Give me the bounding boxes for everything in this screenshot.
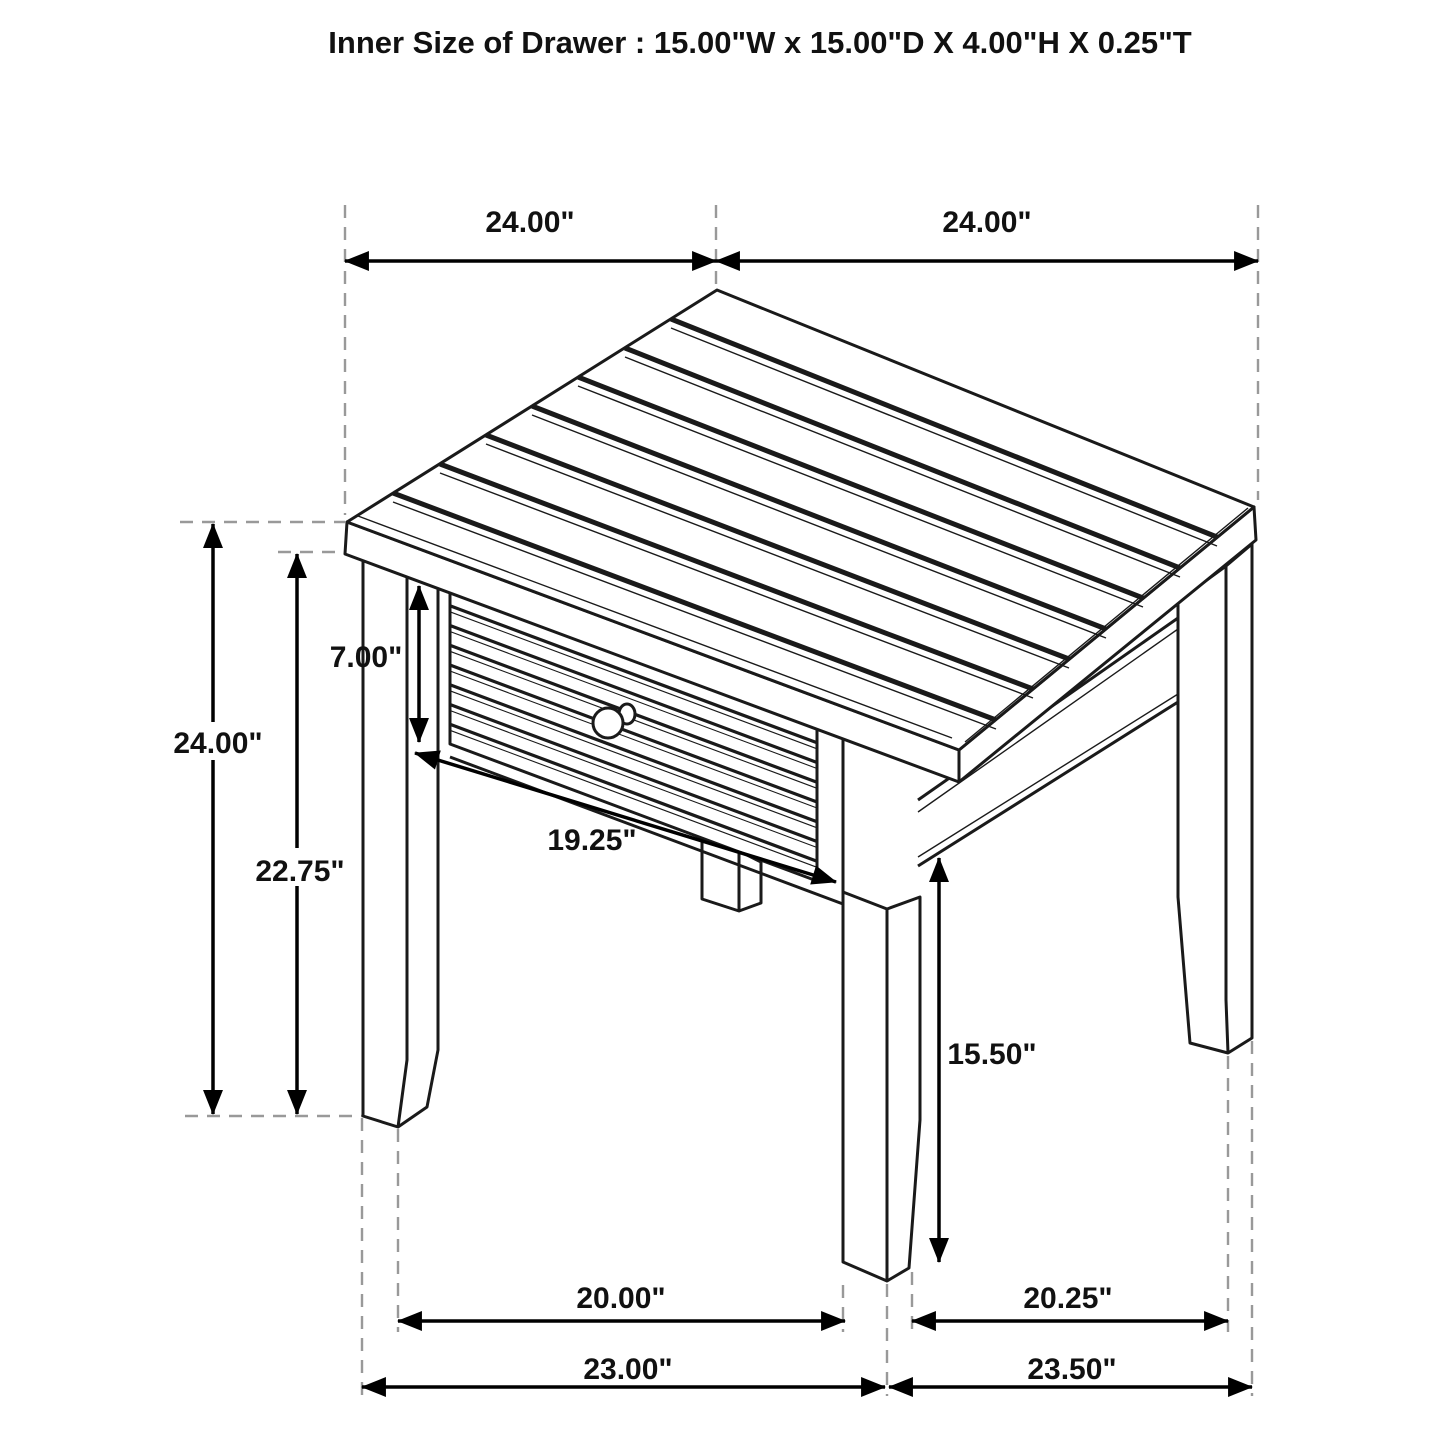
dim-side-leg-span-label: 20.25": [1023, 1282, 1113, 1315]
dim-front-leg-span-label: 20.00": [576, 1282, 666, 1315]
dim-height-below-top-label: 22.75": [255, 855, 345, 888]
diagram-title: Inner Size of Drawer : 15.00"W x 15.00"D X 4.00"H X 0.25"T: [328, 25, 1192, 60]
dim-floor-clearance-label: 15.50": [947, 1038, 1037, 1071]
dim-drawer-width-label: 19.25": [547, 824, 637, 857]
right-leg: [1178, 544, 1252, 1053]
end-table-drawing: [345, 290, 1256, 1281]
dim-overall-width-label: 23.00": [583, 1353, 673, 1386]
dim-top-depth-label: 24.00": [942, 206, 1032, 239]
dim-drawer-height-label: 7.00": [329, 641, 403, 674]
dim-top-width-label: 24.00": [485, 206, 575, 239]
dim-overall-depth-label: 23.50": [1027, 1353, 1117, 1386]
front-leg: [843, 892, 920, 1281]
dim-overall-height-label: 24.00": [173, 727, 263, 760]
